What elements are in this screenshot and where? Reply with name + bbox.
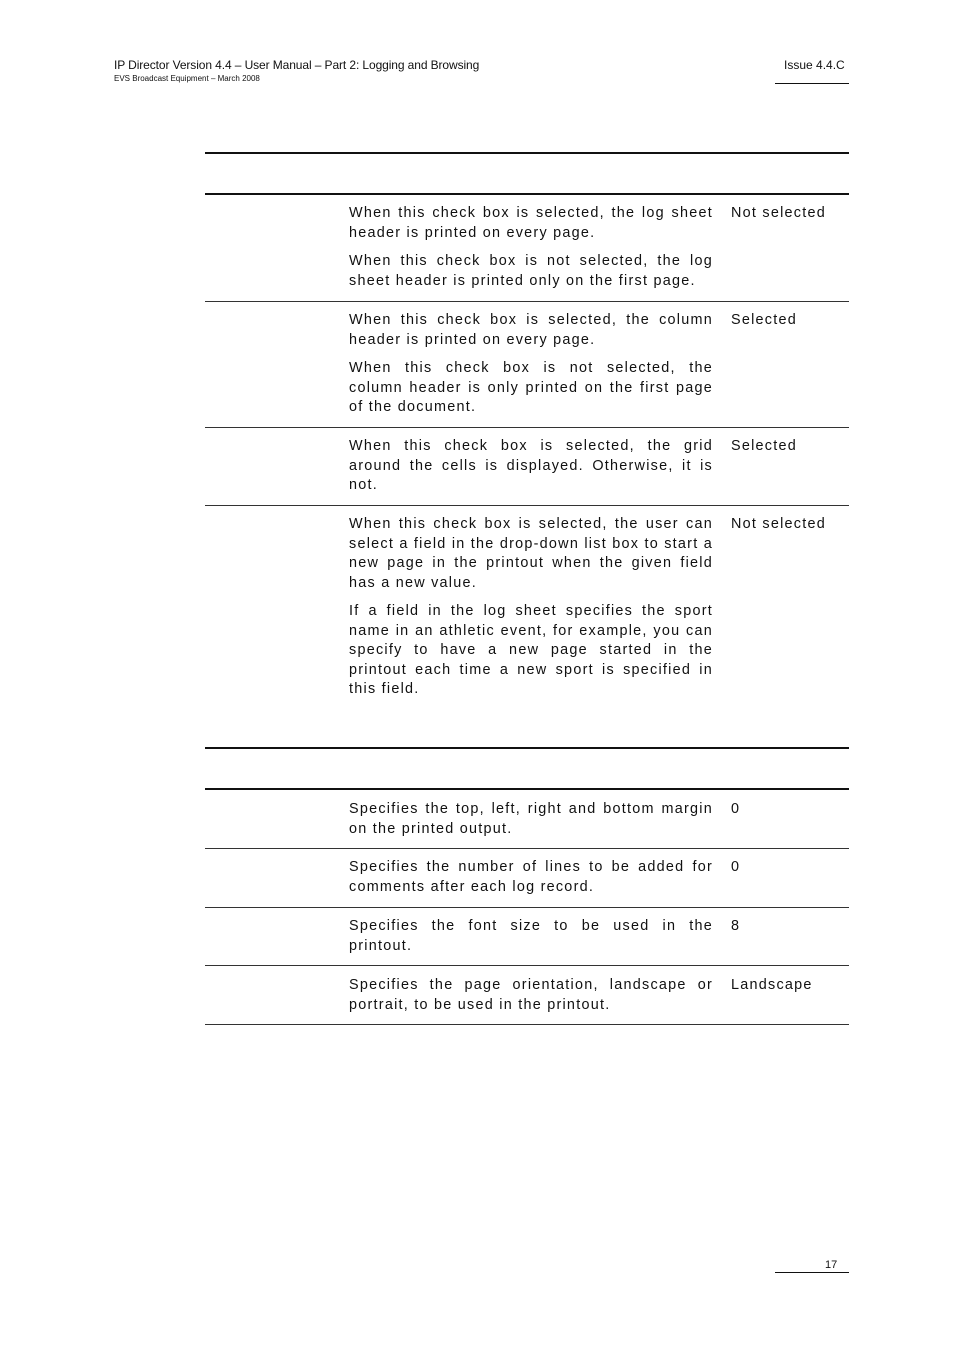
desc-paragraph: When this check box is selected, the grid around the cells is displayed. Otherwise, it is not. xyxy=(349,438,713,493)
row-divider xyxy=(205,848,849,849)
desc-paragraph: When this check box is not selected, the column header is only printed on the first page of the document. xyxy=(349,360,713,415)
table-layout-options xyxy=(205,747,849,1027)
page-number: 17 xyxy=(825,1259,838,1271)
row-default-value: Not selected xyxy=(731,516,826,532)
row-description xyxy=(349,976,713,1024)
row-divider xyxy=(205,301,849,302)
desc-paragraph: Specifies the number of lines to be added for comments after each log record. xyxy=(349,859,713,895)
row-description xyxy=(349,311,713,427)
row-default-value: Not selected xyxy=(731,205,826,221)
row-divider xyxy=(205,427,849,428)
table-top-rule xyxy=(205,747,849,749)
table-print-options xyxy=(205,152,849,697)
header-rule xyxy=(775,83,849,84)
row-default-value: Selected xyxy=(731,312,798,328)
row-divider xyxy=(205,965,849,966)
row-default-value: 0 xyxy=(731,859,741,875)
row-default-value: Landscape xyxy=(731,977,813,993)
row-description xyxy=(349,204,713,300)
row-divider xyxy=(205,505,849,506)
desc-paragraph: Specifies the page orientation, landscape or portrait, to be used in the printout. xyxy=(349,977,713,1013)
header-subtitle: EVS Broadcast Equipment – March 2008 xyxy=(114,74,260,83)
row-description xyxy=(349,515,713,709)
desc-paragraph: When this check box is selected, the user can select a field in the drop-down list box to start a new page in the printout when the given field has a new value. xyxy=(349,516,713,591)
header-title: IP Director Version 4.4 – User Manual – Part 2: Logging and Browsing xyxy=(114,58,480,72)
table-header-rule xyxy=(205,788,849,790)
row-divider xyxy=(205,907,849,908)
row-description xyxy=(349,437,713,505)
table-top-rule xyxy=(205,152,849,154)
header-issue: Issue 4.4.C xyxy=(784,58,845,72)
row-default-value: 8 xyxy=(731,918,741,934)
table-bottom-rule xyxy=(205,1024,849,1025)
desc-paragraph: If a field in the log sheet specifies the sport name in an athletic event, for example, you can specify to have a new page started in the printout each time a new sport is specified in this field. xyxy=(349,603,713,697)
row-description xyxy=(349,858,713,906)
desc-paragraph: When this check box is not selected, the log sheet header is printed only on the first page. xyxy=(349,253,713,289)
row-default-value: 0 xyxy=(731,801,741,817)
row-default-value: Selected xyxy=(731,438,798,454)
desc-paragraph: Specifies the font size to be used in the printout. xyxy=(349,918,713,954)
row-description xyxy=(349,800,713,848)
row-description xyxy=(349,917,713,965)
desc-paragraph: Specifies the top, left, right and bottom margin on the printed output. xyxy=(349,801,713,837)
desc-paragraph: When this check box is selected, the log sheet header is printed on every page. xyxy=(349,205,713,241)
table-header-rule xyxy=(205,193,849,195)
desc-paragraph: When this check box is selected, the column header is printed on every page. xyxy=(349,312,713,348)
footer-rule xyxy=(775,1272,849,1273)
